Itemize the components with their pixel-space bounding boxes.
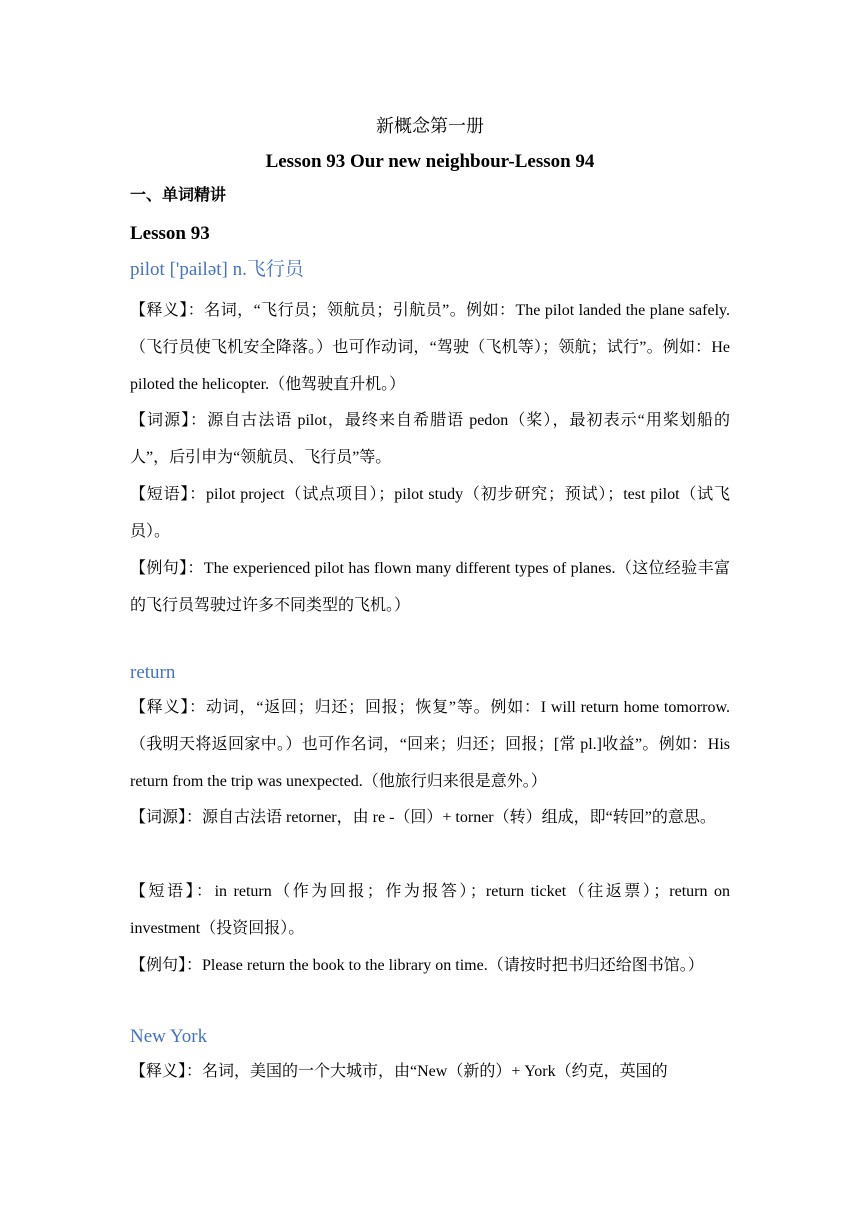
etymology-pilot: 【词源】：源自古法语 pilot，最终来自希腊语 pedon（桨），最初表示“用桨划船的人”，后引申为“领航员、飞行员”等。 — [130, 412, 730, 466]
example-return: 【例句】：Please return the book to the library on time.（请按时把书归还给图书馆。） — [130, 957, 704, 974]
phrases-return: 【短语】：in return（作为回报；作为报答）；return ticket（往返票）；return on investment（投资回报）。 — [130, 883, 730, 937]
headword-new-york: New York — [130, 1026, 208, 1047]
headword-pilot: pilot ['pailət] n.飞行员 — [130, 259, 304, 280]
example-pilot: 【例句】：The experienced pilot has flown many different types of planes.（这位经验丰富的飞行员驾驶过许多不同类型的飞机。） — [130, 560, 730, 614]
section-heading: 一、单词精讲 — [130, 187, 227, 204]
definition-pilot: 【释义】：名词，“飞行员；领航员；引航员”。例如：The pilot landed the plane safely.（飞行员使飞机安全降落。）也可作动词，“驾驶（飞机等）；领航；试行”。例如：He piloted the helicopter.（他驾驶直升机。） — [130, 302, 730, 393]
etymology-return: 【词源】：源自古法语 retorner，由 re -（回）+ torner（转）组成，即“转回”的意思。 — [130, 809, 716, 826]
definition-return: 【释义】：动词，“返回；归还；回报；恢复”等。例如：I will return home tomorrow.（我明天将返回家中。）也可作名词，“回来；归还；回报；[常 pl.]收益”。例如：His return from the trip was unexpected.（他旅行归来很是意外。） — [130, 699, 730, 790]
lesson-title: Lesson 93 Our new neighbour-Lesson 94 — [265, 151, 595, 172]
definition-new-york: 【释义】：名词，美国的一个大城市，由“New（新的）+ York（约克，英国的 — [130, 1063, 668, 1080]
headword-return: return — [130, 662, 176, 683]
document-title: 新概念第一册 — [376, 116, 484, 136]
phrases-pilot: 【短语】：pilot project（试点项目）；pilot study（初步研究；预试）；test pilot（试飞员）。 — [130, 486, 730, 540]
lesson-subheading: Lesson 93 — [130, 223, 210, 244]
